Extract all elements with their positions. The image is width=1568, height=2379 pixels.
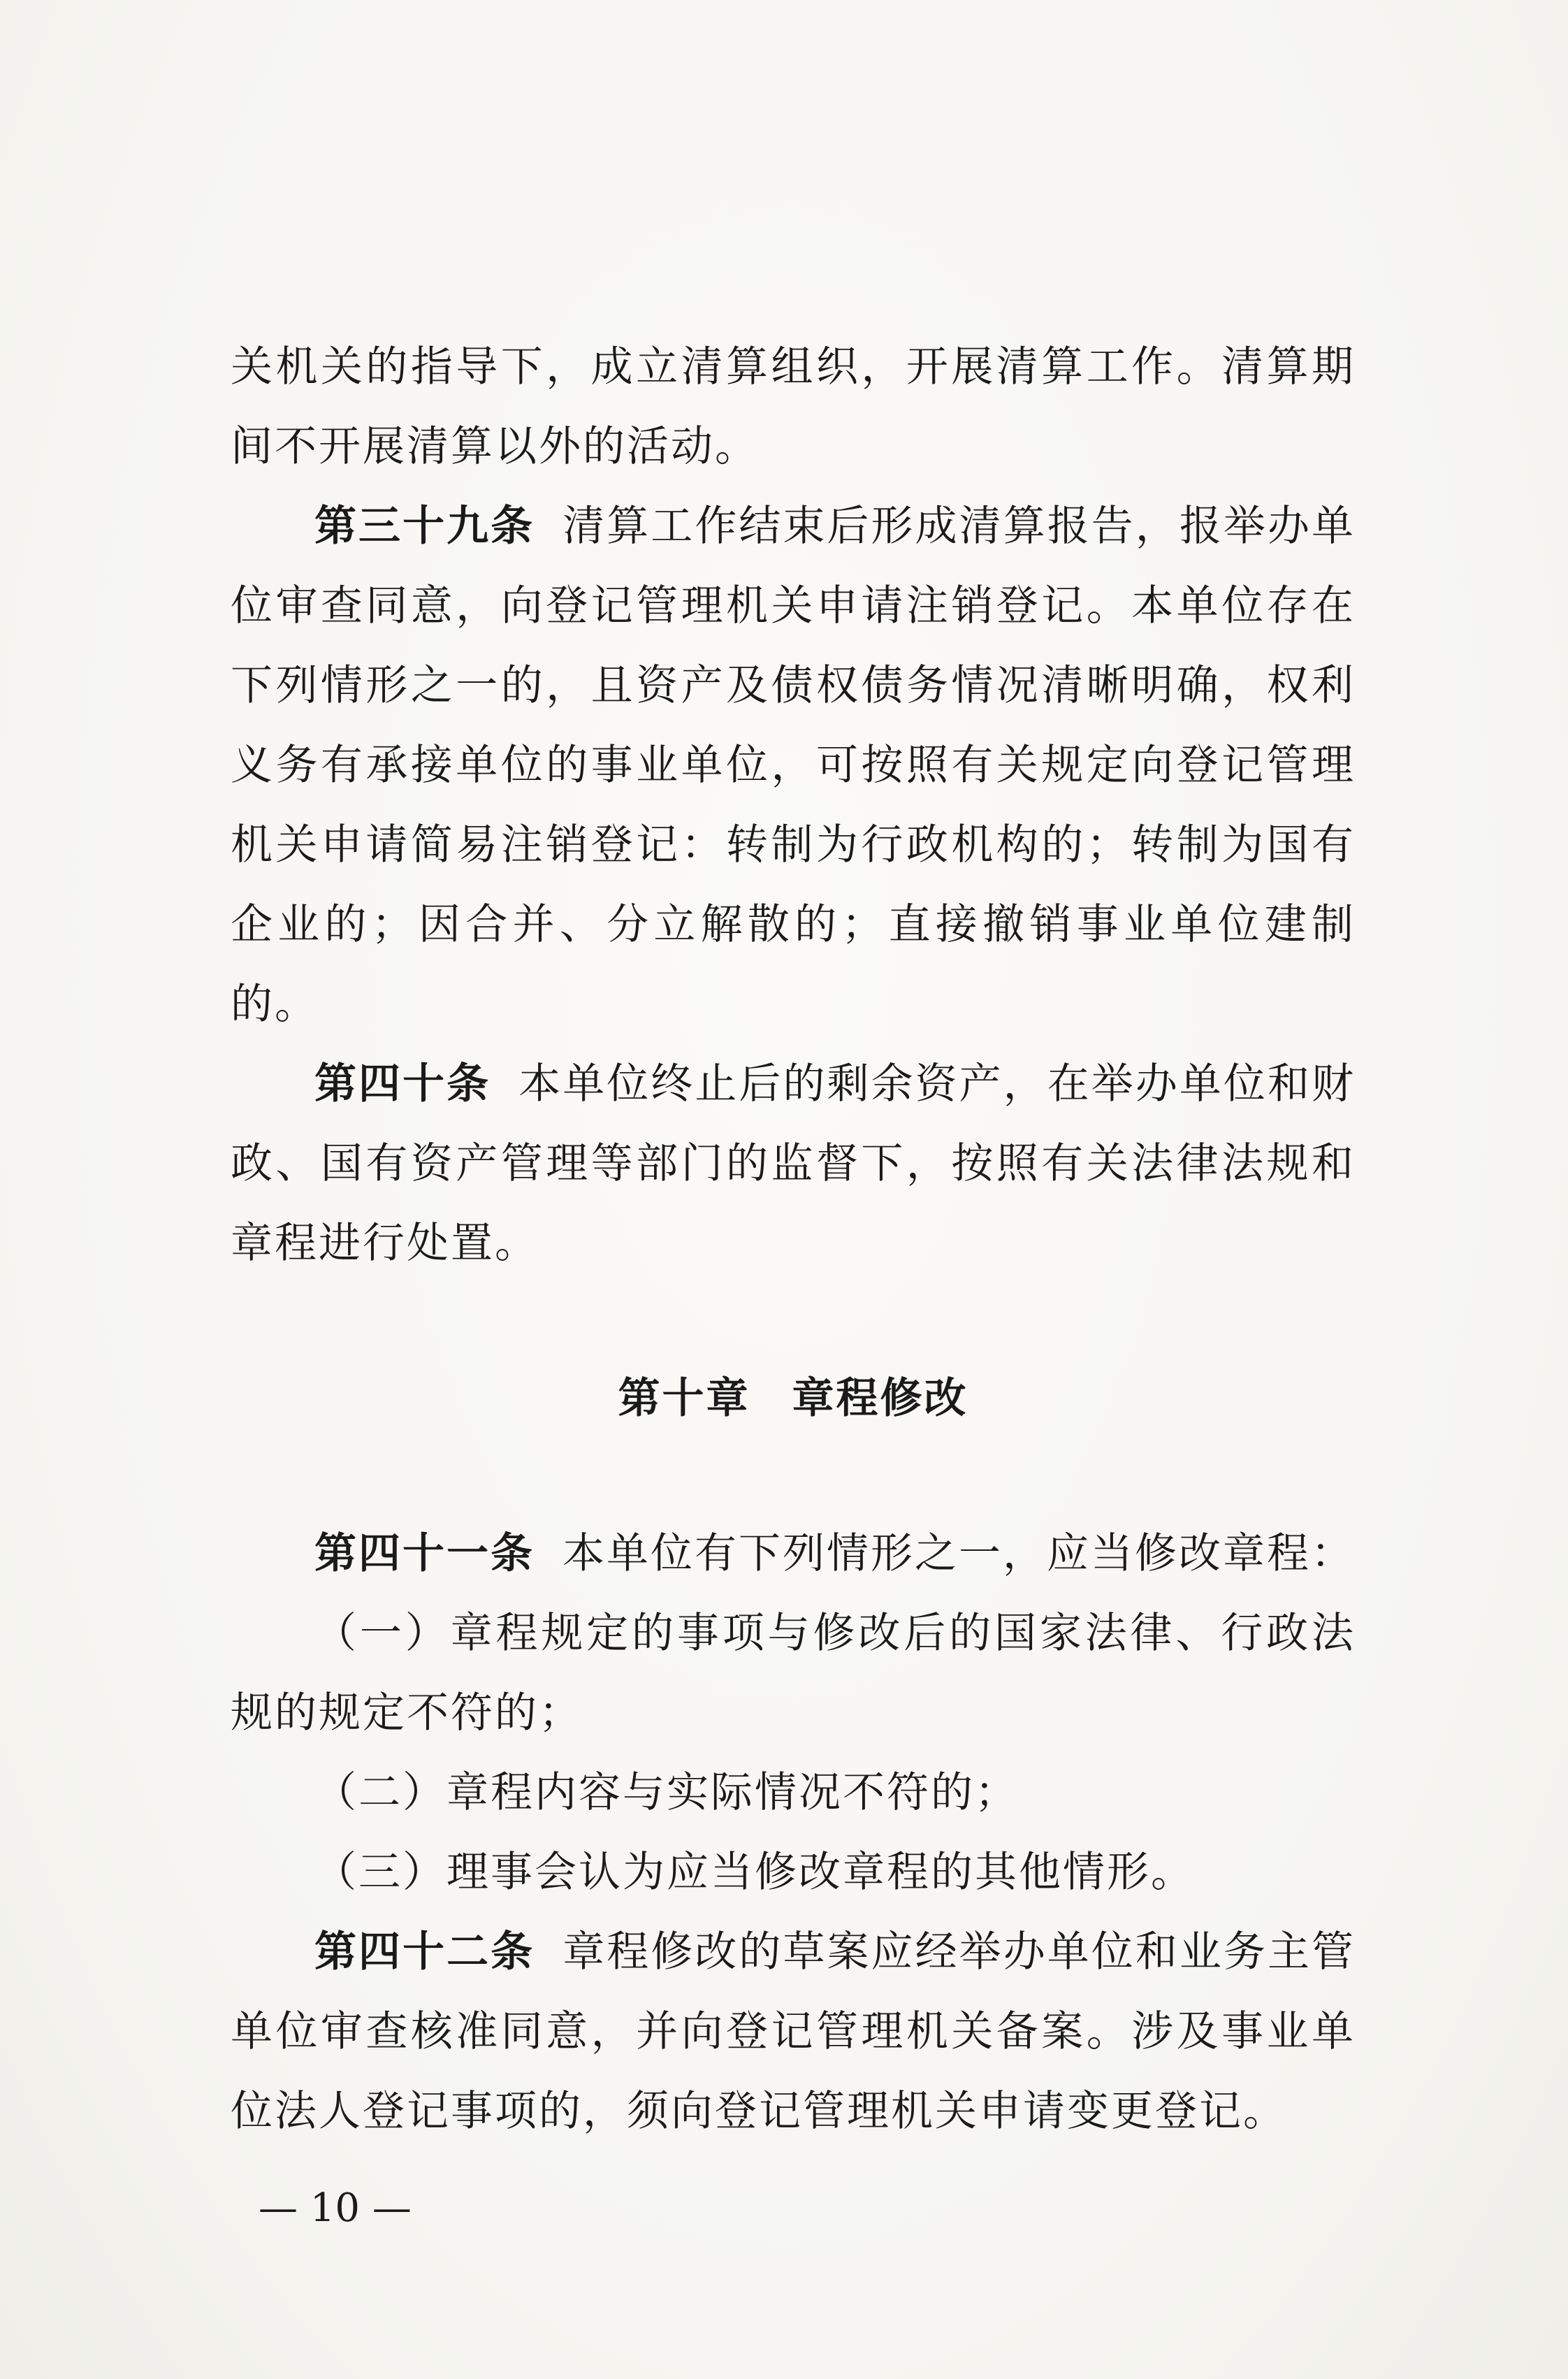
list-item-1: [231, 1593, 1356, 1753]
list-item-3: [231, 1832, 1356, 1912]
chapter-title: 章程修改: [792, 1374, 968, 1423]
list-item-2: [231, 1753, 1356, 1832]
page-number: — 10 —: [259, 2185, 412, 2231]
chapter-number: 第十章: [618, 1374, 750, 1423]
article-label: 第四十二条: [314, 1928, 535, 1976]
paragraph-text: 本单位终止后的剩余资产，在举办单位和财政、国有资产管理等部门的监督下，按照有关法律法规和章程进行处置。: [231, 1060, 1356, 1268]
paragraph-text: 章程修改的草案应经举办单位和业务主管单位审查核准同意，并向登记管理机关备案。涉及事业单位法人登记事项的，须向登记管理机关申请变更登记。: [231, 1928, 1356, 2136]
chapter-heading: [231, 1359, 1356, 1438]
paragraph-text: （一）章程规定的事项与修改后的国家法律、行政法规的规定不符的；: [231, 1609, 1356, 1737]
document-body: [231, 327, 1356, 2151]
article-42: [231, 1912, 1356, 2151]
article-label: 第四十一条: [314, 1529, 535, 1578]
paragraph-text: 本单位有下列情形之一，应当修改章程：: [562, 1529, 1355, 1578]
article-40: [231, 1044, 1356, 1283]
article-label: 第四十条: [314, 1060, 491, 1108]
paragraph-text: 关机关的指导下，成立清算组织，开展清算工作。清算期间不开展清算以外的活动。: [231, 342, 1356, 471]
article-label: 第三十九条: [314, 502, 535, 551]
paragraph-text: （二）章程内容与实际情况不符的；: [314, 1768, 1019, 1817]
paragraph-continuation: [231, 327, 1356, 486]
article-39: [231, 486, 1356, 1044]
article-41: [231, 1514, 1356, 1593]
paragraph-text: （三）理事会认为应当修改章程的其他情形。: [314, 1848, 1195, 1897]
paragraph-text: 清算工作结束后形成清算报告，报举办单位审查同意，向登记管理机关申请注销登记。本单位存在下列情形之一的，且资产及债权债务情况清晰明确，权利义务有承接单位的事业单位，可按照有关规定向登记管理机关申请简易注销登记：转制为行政机构的；转制为国有企业的；因合并、分立解散的；直接撤销事业单位建制的。: [231, 502, 1356, 1029]
